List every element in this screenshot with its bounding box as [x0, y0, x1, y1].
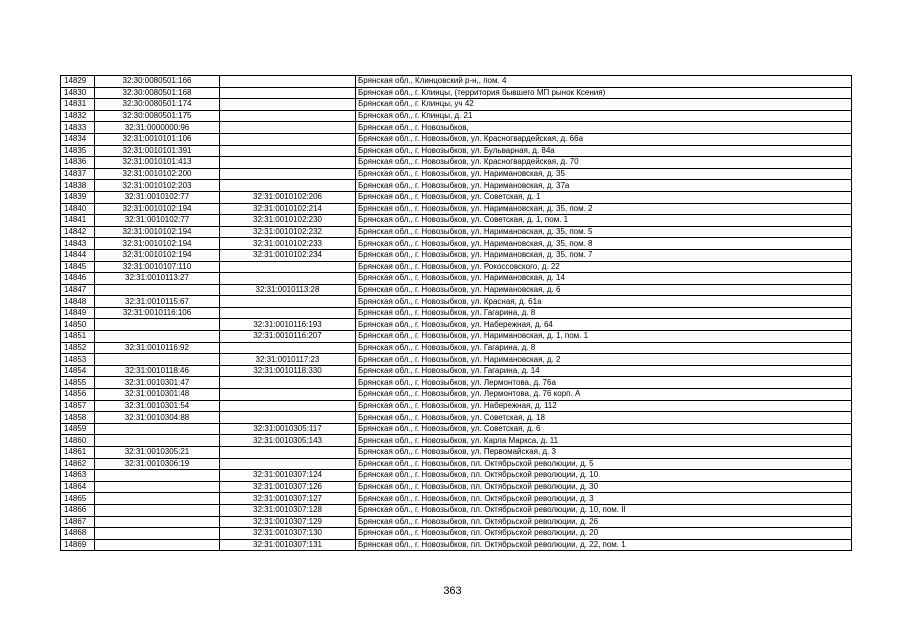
row-number-cell: 14849	[61, 307, 95, 319]
cadastral-number-cell: 32:31:0010102:77	[95, 191, 220, 203]
cadastral-number-cell: 32:31:0010115:67	[95, 296, 220, 308]
address-cell: Брянская обл., г. Новозыбков, ул. Наримановская, д. 35	[356, 168, 852, 180]
cadastral-number-cell	[95, 435, 220, 447]
address-cell: Брянская обл., г. Новозыбков, ул. Наримановская, д. 6	[356, 284, 852, 296]
building-cadastral-number-cell	[220, 261, 356, 273]
address-cell: Брянская обл., г. Новозыбков, ул. Гагарина, д. 8	[356, 342, 852, 354]
row-number-cell: 14856	[61, 389, 95, 401]
row-number-cell: 14835	[61, 145, 95, 157]
building-cadastral-number-cell: 32:31:0010102:230	[220, 215, 356, 227]
cadastral-number-cell	[95, 539, 220, 551]
building-cadastral-number-cell: 32:31:0010117:23	[220, 354, 356, 366]
row-number-cell: 14836	[61, 157, 95, 169]
cadastral-number-cell: 32:31:0010102:194	[95, 238, 220, 250]
property-table	[60, 75, 852, 551]
row-number-cell: 14867	[61, 516, 95, 528]
cadastral-number-cell: 32:31:0010301:54	[95, 400, 220, 412]
building-cadastral-number-cell	[220, 122, 356, 134]
cadastral-number-cell	[95, 354, 220, 366]
table-row	[61, 458, 852, 470]
address-cell: Брянская обл., г. Новозыбков, ул. Наримановская, д. 37а	[356, 180, 852, 192]
table-row	[61, 249, 852, 261]
row-number-cell: 14843	[61, 238, 95, 250]
table-row	[61, 76, 852, 88]
row-number-cell: 14829	[61, 76, 95, 88]
building-cadastral-number-cell: 32:31:0010305:143	[220, 435, 356, 447]
building-cadastral-number-cell: 32:31:0010307:127	[220, 493, 356, 505]
building-cadastral-number-cell: 32:31:0010102:214	[220, 203, 356, 215]
cadastral-number-cell: 32:30:0080501:174	[95, 99, 220, 111]
building-cadastral-number-cell: 32:31:0010113:28	[220, 284, 356, 296]
building-cadastral-number-cell	[220, 400, 356, 412]
table-row	[61, 110, 852, 122]
building-cadastral-number-cell	[220, 377, 356, 389]
cadastral-number-cell: 32:31:0010116:106	[95, 307, 220, 319]
row-number-cell: 14839	[61, 191, 95, 203]
table-row	[61, 191, 852, 203]
cadastral-number-cell: 32:31:0010102:200	[95, 168, 220, 180]
row-number-cell: 14845	[61, 261, 95, 273]
building-cadastral-number-cell	[220, 296, 356, 308]
building-cadastral-number-cell: 32:31:0010102:233	[220, 238, 356, 250]
address-cell: Брянская обл., г. Новозыбков, ул. Лермонтова, д. 76а	[356, 377, 852, 389]
table-row	[61, 423, 852, 435]
cadastral-number-cell: 32:31:0010102:194	[95, 226, 220, 238]
table-row	[61, 470, 852, 482]
building-cadastral-number-cell: 32:31:0010307:128	[220, 504, 356, 516]
building-cadastral-number-cell	[220, 307, 356, 319]
cadastral-number-cell	[95, 284, 220, 296]
cadastral-number-cell: 32:31:0010107:110	[95, 261, 220, 273]
row-number-cell: 14841	[61, 215, 95, 227]
row-number-cell: 14851	[61, 331, 95, 343]
building-cadastral-number-cell: 32:31:0010307:129	[220, 516, 356, 528]
cadastral-number-cell: 32:31:0010102:194	[95, 249, 220, 261]
table-row	[61, 273, 852, 285]
table-row	[61, 412, 852, 424]
building-cadastral-number-cell	[220, 412, 356, 424]
address-cell: Брянская обл., г. Новозыбков, ул. Красная, д. 61а	[356, 296, 852, 308]
row-number-cell: 14831	[61, 99, 95, 111]
building-cadastral-number-cell	[220, 133, 356, 145]
row-number-cell: 14842	[61, 226, 95, 238]
table-row	[61, 145, 852, 157]
address-cell: Брянская обл., г. Новозыбков,	[356, 122, 852, 134]
cadastral-number-cell: 32:31:0000000:96	[95, 122, 220, 134]
table-row	[61, 238, 852, 250]
address-cell: Брянская обл., г. Новозыбков, ул. Гагарина, д. 8	[356, 307, 852, 319]
table-row	[61, 435, 852, 447]
cadastral-number-cell: 32:30:0080501:166	[95, 76, 220, 88]
row-number-cell: 14864	[61, 481, 95, 493]
row-number-cell: 14850	[61, 319, 95, 331]
building-cadastral-number-cell: 32:31:0010307:124	[220, 470, 356, 482]
address-cell: Брянская обл., г. Новозыбков, ул. Наримановская, д. 2	[356, 354, 852, 366]
building-cadastral-number-cell	[220, 447, 356, 459]
cadastral-number-cell	[95, 493, 220, 505]
address-cell: Брянская обл., г. Новозыбков, ул. Наримановская, д. 1, пом. 1	[356, 331, 852, 343]
address-cell: Брянская обл., г. Новозыбков, ул. Первомайская, д. 3	[356, 447, 852, 459]
cadastral-number-cell	[95, 331, 220, 343]
cadastral-number-cell: 32:30:0080501:175	[95, 110, 220, 122]
building-cadastral-number-cell	[220, 76, 356, 88]
row-number-cell: 14837	[61, 168, 95, 180]
address-cell: Брянская обл., г. Новозыбков, пл. Октябрьской революции, д. 22, пом. 1	[356, 539, 852, 551]
table-row	[61, 365, 852, 377]
table-row	[61, 180, 852, 192]
address-cell: Брянская обл., г. Новозыбков, ул. Наримановская, д. 35, пом. 7	[356, 249, 852, 261]
building-cadastral-number-cell	[220, 180, 356, 192]
building-cadastral-number-cell: 32:31:0010116:207	[220, 331, 356, 343]
address-cell: Брянская обл., г. Новозыбков, ул. Рокоссовского, д. 22	[356, 261, 852, 273]
cadastral-number-cell: 32:31:0010301:47	[95, 377, 220, 389]
building-cadastral-number-cell: 32:31:0010102:234	[220, 249, 356, 261]
cadastral-number-cell: 32:31:0010306:19	[95, 458, 220, 470]
table-row	[61, 516, 852, 528]
row-number-cell: 14859	[61, 423, 95, 435]
table-row	[61, 354, 852, 366]
row-number-cell: 14869	[61, 539, 95, 551]
address-cell: Брянская обл., г. Новозыбков, пл. Октябрьской революции, д. 5	[356, 458, 852, 470]
cadastral-number-cell	[95, 319, 220, 331]
row-number-cell: 14866	[61, 504, 95, 516]
cadastral-number-cell	[95, 528, 220, 540]
table-row	[61, 319, 852, 331]
address-cell: Брянская обл., г. Новозыбков, пл. Октябрьской революции, д. 20	[356, 528, 852, 540]
building-cadastral-number-cell: 32:31:0010102:206	[220, 191, 356, 203]
address-cell: Брянская обл., г. Новозыбков, ул. Красногвардейская, д. 70	[356, 157, 852, 169]
table-row	[61, 133, 852, 145]
table-row	[61, 122, 852, 134]
table-row	[61, 528, 852, 540]
row-number-cell: 14858	[61, 412, 95, 424]
address-cell: Брянская обл., г. Новозыбков, пл. Октябрьской революции, д. 3	[356, 493, 852, 505]
cadastral-number-cell: 32:31:0010116:92	[95, 342, 220, 354]
row-number-cell: 14861	[61, 447, 95, 459]
address-cell: Брянская обл., г. Новозыбков, ул. Бульварная, д. 84а	[356, 145, 852, 157]
building-cadastral-number-cell	[220, 273, 356, 285]
address-cell: Брянская обл., г. Новозыбков, ул. Карла Маркса, д. 11	[356, 435, 852, 447]
table-row	[61, 342, 852, 354]
cadastral-number-cell: 32:31:0010102:203	[95, 180, 220, 192]
table-row	[61, 157, 852, 169]
building-cadastral-number-cell: 32:31:0010118:330	[220, 365, 356, 377]
building-cadastral-number-cell	[220, 157, 356, 169]
table-row	[61, 296, 852, 308]
address-cell: Брянская обл., г. Новозыбков, пл. Октябрьской революции, д. 10	[356, 470, 852, 482]
row-number-cell: 14844	[61, 249, 95, 261]
address-cell: Брянская обл., г. Новозыбков, ул. Красногвардейская, д. 66а	[356, 133, 852, 145]
address-cell: Брянская обл., г. Новозыбков, пл. Октябрьской революции, д. 30	[356, 481, 852, 493]
cadastral-number-cell: 32:31:0010102:77	[95, 215, 220, 227]
row-number-cell: 14868	[61, 528, 95, 540]
row-number-cell: 14832	[61, 110, 95, 122]
building-cadastral-number-cell	[220, 145, 356, 157]
building-cadastral-number-cell	[220, 99, 356, 111]
row-number-cell: 14860	[61, 435, 95, 447]
address-cell: Брянская обл., г. Клинцы, (территория бывшего МП рынок Ксения)	[356, 87, 852, 99]
cadastral-number-cell: 32:31:0010113:27	[95, 273, 220, 285]
cadastral-number-cell: 32:31:0010304:88	[95, 412, 220, 424]
building-cadastral-number-cell: 32:31:0010307:131	[220, 539, 356, 551]
address-cell: Брянская обл., Клинцовский р-н,, пом. 4	[356, 76, 852, 88]
address-cell: Брянская обл., г. Клинцы, д. 21	[356, 110, 852, 122]
table-row	[61, 215, 852, 227]
cadastral-number-cell	[95, 423, 220, 435]
address-cell: Брянская обл., г. Новозыбков, ул. Советская, д. 6	[356, 423, 852, 435]
row-number-cell: 14854	[61, 365, 95, 377]
cadastral-number-cell	[95, 470, 220, 482]
row-number-cell: 14833	[61, 122, 95, 134]
building-cadastral-number-cell: 32:31:0010116:193	[220, 319, 356, 331]
row-number-cell: 14834	[61, 133, 95, 145]
row-number-cell: 14847	[61, 284, 95, 296]
page-number: 363	[443, 585, 462, 597]
table-row	[61, 226, 852, 238]
row-number-cell: 14830	[61, 87, 95, 99]
building-cadastral-number-cell	[220, 389, 356, 401]
building-cadastral-number-cell	[220, 458, 356, 470]
cadastral-number-cell: 32:31:0010301:48	[95, 389, 220, 401]
building-cadastral-number-cell: 32:31:0010307:130	[220, 528, 356, 540]
table-row	[61, 168, 852, 180]
address-cell: Брянская обл., г. Новозыбков, ул. Наримановская, д. 35, пом. 5	[356, 226, 852, 238]
cadastral-number-cell: 32:31:0010102:194	[95, 203, 220, 215]
cadastral-number-cell	[95, 481, 220, 493]
cadastral-number-cell: 32:30:0080501:168	[95, 87, 220, 99]
cadastral-number-cell	[95, 516, 220, 528]
building-cadastral-number-cell: 32:31:0010307:126	[220, 481, 356, 493]
cadastral-number-cell: 32:31:0010101:106	[95, 133, 220, 145]
row-number-cell: 14855	[61, 377, 95, 389]
cadastral-number-cell	[95, 504, 220, 516]
building-cadastral-number-cell: 32:31:0010102:232	[220, 226, 356, 238]
table-row	[61, 389, 852, 401]
address-cell: Брянская обл., г. Новозыбков, ул. Гагарина, д. 14	[356, 365, 852, 377]
building-cadastral-number-cell	[220, 87, 356, 99]
table-row	[61, 481, 852, 493]
address-cell: Брянская обл., г. Новозыбков, ул. Набережная, д. 112	[356, 400, 852, 412]
table-row	[61, 261, 852, 273]
address-cell: Брянская обл., г. Новозыбков, ул. Наримановская, д. 14	[356, 273, 852, 285]
building-cadastral-number-cell	[220, 168, 356, 180]
address-cell: Брянская обл., г. Новозыбков, пл. Октябрьской революции, д. 10, пом. II	[356, 504, 852, 516]
row-number-cell: 14865	[61, 493, 95, 505]
row-number-cell: 14862	[61, 458, 95, 470]
table-body	[61, 76, 852, 551]
row-number-cell: 14863	[61, 470, 95, 482]
cadastral-number-cell: 32:31:0010305:21	[95, 447, 220, 459]
row-number-cell: 14848	[61, 296, 95, 308]
address-cell: Брянская обл., г. Новозыбков, ул. Советская, д. 18	[356, 412, 852, 424]
table-row	[61, 284, 852, 296]
address-cell: Брянская обл., г. Новозыбков, ул. Набережная, д. 64	[356, 319, 852, 331]
address-cell: Брянская обл., г. Новозыбков, ул. Наримановская, д. 35, пом. 8	[356, 238, 852, 250]
building-cadastral-number-cell: 32:31:0010305:117	[220, 423, 356, 435]
building-cadastral-number-cell	[220, 110, 356, 122]
table-row	[61, 203, 852, 215]
row-number-cell: 14853	[61, 354, 95, 366]
cadastral-number-cell: 32:31:0010101:413	[95, 157, 220, 169]
cadastral-number-cell: 32:31:0010101:391	[95, 145, 220, 157]
row-number-cell: 14846	[61, 273, 95, 285]
table-row	[61, 493, 852, 505]
cadastral-number-cell: 32:31:0010118:46	[95, 365, 220, 377]
table-row	[61, 539, 852, 551]
table-row	[61, 331, 852, 343]
address-cell: Брянская обл., г. Новозыбков, ул. Наримановская, д. 35, пом. 2	[356, 203, 852, 215]
table-row	[61, 377, 852, 389]
table-row	[61, 87, 852, 99]
row-number-cell: 14840	[61, 203, 95, 215]
building-cadastral-number-cell	[220, 342, 356, 354]
row-number-cell: 14838	[61, 180, 95, 192]
address-cell: Брянская обл., г. Новозыбков, ул. Советская, д. 1	[356, 191, 852, 203]
table-row	[61, 307, 852, 319]
table-row	[61, 504, 852, 516]
table-row	[61, 99, 852, 111]
address-cell: Брянская обл., г. Новозыбков, ул. Лермонтова, д. 76 корп. А	[356, 389, 852, 401]
table-row	[61, 400, 852, 412]
table-row	[61, 447, 852, 459]
address-cell: Брянская обл., г. Клинцы, уч 42	[356, 99, 852, 111]
row-number-cell: 14852	[61, 342, 95, 354]
address-cell: Брянская обл., г. Новозыбков, ул. Советская, д. 1, пом. 1	[356, 215, 852, 227]
row-number-cell: 14857	[61, 400, 95, 412]
address-cell: Брянская обл., г. Новозыбков, пл. Октябрьской революции, д. 26	[356, 516, 852, 528]
